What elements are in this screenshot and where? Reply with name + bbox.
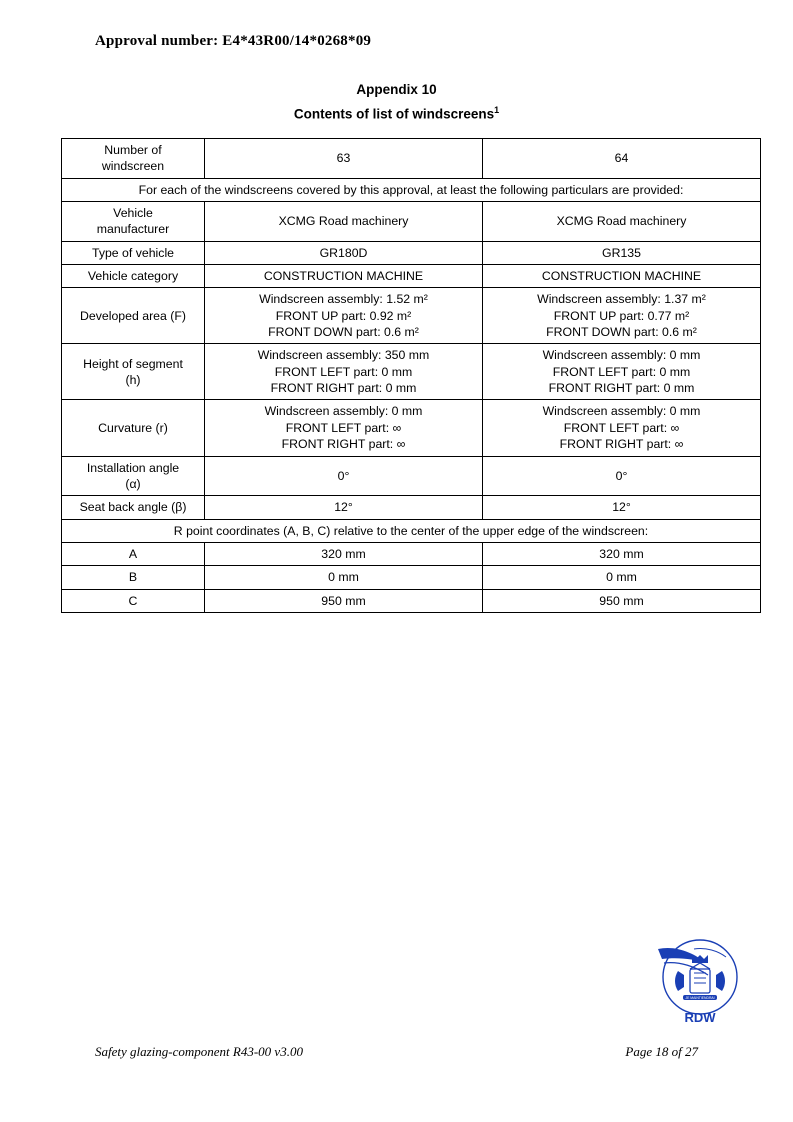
contents-title — [0, 105, 793, 122]
row-label-number-of-windscreen: Number of windscreen — [62, 139, 205, 179]
table-row — [62, 344, 761, 400]
contents-title-text: Contents of list of windscreens — [293, 106, 495, 122]
table-row — [62, 265, 761, 288]
cell-a-b: 320 mm — [483, 542, 761, 565]
table-row — [62, 400, 761, 456]
cell-height-b: Windscreen assembly: 0 mm FRONT LEFT part: 0 mm FRONT RIGHT part: 0 mm — [483, 344, 761, 400]
table-row — [62, 589, 761, 612]
cell-developed-area-a: Windscreen assembly: 1.52 m² FRONT UP part: 0.92 m² FRONT DOWN part: 0.6 m² — [205, 288, 483, 344]
table-row — [62, 456, 761, 496]
cell-developed-area-b: Windscreen assembly: 1.37 m² FRONT UP part: 0.77 m² FRONT DOWN part: 0.6 m² — [483, 288, 761, 344]
cell-seat-back-angle-a: 12° — [205, 496, 483, 519]
row-label-height-of-segment: Height of segment (h) — [62, 344, 205, 400]
table-row — [62, 519, 761, 542]
cell-number-a: 63 — [205, 139, 483, 179]
row-label-b: B — [62, 566, 205, 589]
cell-type-a: GR180D — [205, 241, 483, 264]
row-label-installation-angle: Installation angle (α) — [62, 456, 205, 496]
cell-manufacturer-b: XCMG Road machinery — [483, 202, 761, 242]
table-row — [62, 496, 761, 519]
cell-installation-angle-a: 0° — [205, 456, 483, 496]
table-row — [62, 288, 761, 344]
table-row — [62, 139, 761, 179]
cell-category-b: CONSTRUCTION MACHINE — [483, 265, 761, 288]
cell-seat-back-angle-b: 12° — [483, 496, 761, 519]
row-label-vehicle-manufacturer: Vehicle manufacturer — [62, 202, 205, 242]
table-row — [62, 566, 761, 589]
row-particulars-note: For each of the windscreens covered by this approval, at least the following particulars are provided: — [62, 178, 761, 201]
row-label-curvature: Curvature (r) — [62, 400, 205, 456]
cell-b-a: 0 mm — [205, 566, 483, 589]
cell-number-b: 64 — [483, 139, 761, 179]
row-r-point-note: R point coordinates (A, B, C) relative to the center of the upper edge of the windscreen: — [62, 519, 761, 542]
footer-right: Page 18 of 27 — [625, 1044, 698, 1059]
cell-type-b: GR135 — [483, 241, 761, 264]
row-label-developed-area: Developed area (F) — [62, 288, 205, 344]
logo-wordmark: RDW — [684, 1010, 716, 1025]
cell-b-b: 0 mm — [483, 566, 761, 589]
table-row — [62, 241, 761, 264]
cell-a-a: 320 mm — [205, 542, 483, 565]
row-label-a: A — [62, 542, 205, 565]
cell-manufacturer-a: XCMG Road machinery — [205, 202, 483, 242]
cell-c-a: 950 mm — [205, 589, 483, 612]
row-label-type-of-vehicle: Type of vehicle — [62, 241, 205, 264]
cell-installation-angle-b: 0° — [483, 456, 761, 496]
table-row — [62, 202, 761, 242]
windscreen-table — [61, 138, 761, 613]
cell-c-b: 950 mm — [483, 589, 761, 612]
row-label-seat-back-angle: Seat back angle (β) — [62, 496, 205, 519]
cell-category-a: CONSTRUCTION MACHINE — [205, 265, 483, 288]
cell-height-a: Windscreen assembly: 350 mm FRONT LEFT part: 0 mm FRONT RIGHT part: 0 mm — [205, 344, 483, 400]
appendix-title: Appendix 10 — [356, 82, 437, 97]
cell-curvature-b: Windscreen assembly: 0 mm FRONT LEFT part: ∞ FRONT RIGHT part: ∞ — [483, 400, 761, 456]
contents-title-footnote: 1 — [494, 105, 500, 115]
table-row — [62, 542, 761, 565]
footer-left: Safety glazing-component R43-00 v3.00 — [95, 1044, 303, 1059]
table-row — [62, 178, 761, 201]
logo-motto: JE MAINTIENDRAI — [685, 996, 715, 1000]
row-label-vehicle-category: Vehicle category — [62, 265, 205, 288]
rdw-logo — [650, 925, 750, 1030]
approval-number: Approval number: E4*43R00/14*0268*09 — [95, 33, 372, 49]
row-label-c: C — [62, 589, 205, 612]
cell-curvature-a: Windscreen assembly: 0 mm FRONT LEFT part: ∞ FRONT RIGHT part: ∞ — [205, 400, 483, 456]
